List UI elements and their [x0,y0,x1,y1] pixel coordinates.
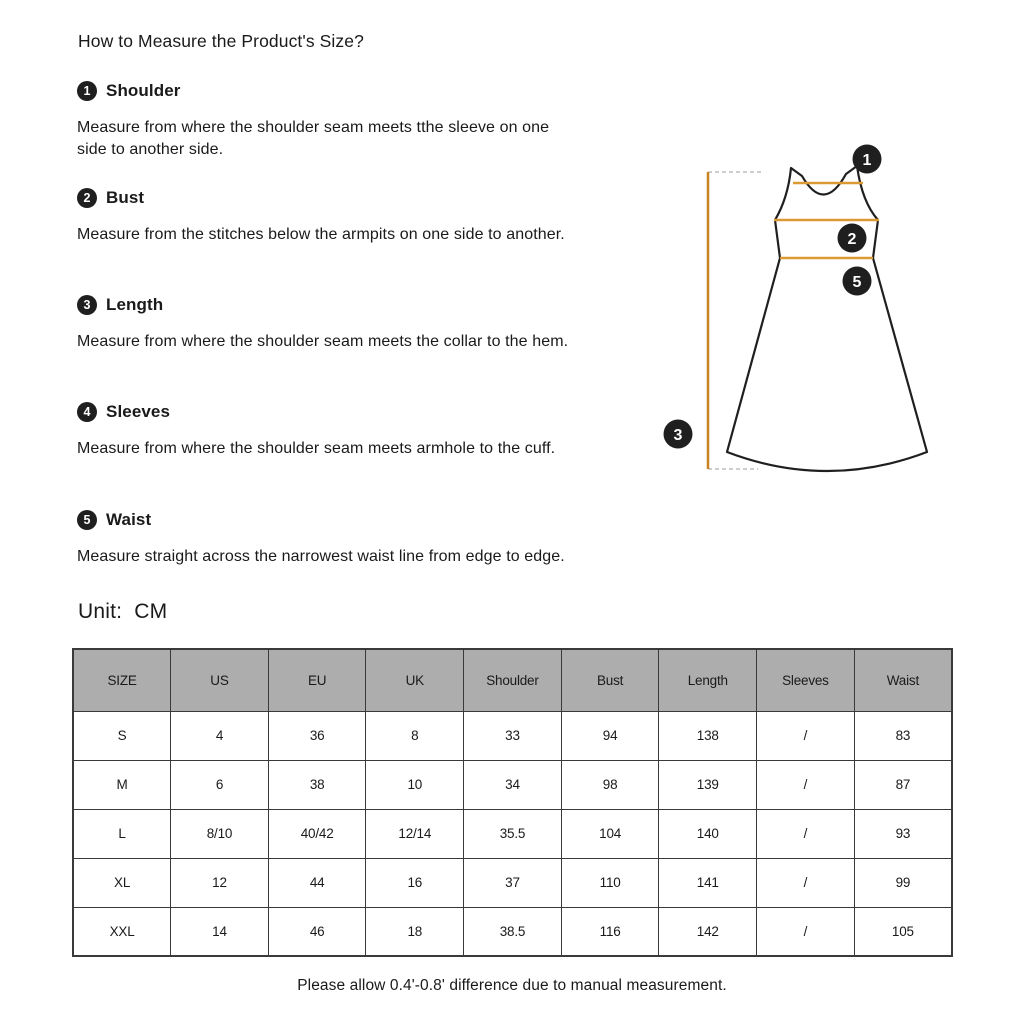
number-badge-3: 3 [77,295,97,315]
table-cell: 140 [659,809,757,858]
table-cell: 116 [561,907,659,956]
table-cell: 35.5 [464,809,562,858]
dress-measurement-diagram [640,130,960,490]
table-cell: 99 [854,858,952,907]
marker-number: 2 [847,231,857,248]
diagram-marker-1 [853,145,882,174]
table-row [73,711,952,760]
marker-number: 5 [852,274,862,291]
table-cell: / [757,760,855,809]
table-cell: 83 [854,711,952,760]
table-cell: 10 [366,760,464,809]
table-cell: 93 [854,809,952,858]
table-cell: 104 [561,809,659,858]
table-row [73,760,952,809]
column-header: SIZE [73,649,171,711]
table-cell: 12/14 [366,809,464,858]
size-chart-table [72,648,953,957]
table-cell: 33 [464,711,562,760]
table-cell: 6 [171,760,269,809]
instruction-section-bust [77,187,622,246]
table-cell: 36 [268,711,366,760]
diagram-marker-3 [664,420,693,449]
table-cell: / [757,711,855,760]
table-cell: / [757,858,855,907]
number-badge-1: 1 [77,81,97,101]
table-row [73,907,952,956]
table-cell: 38 [268,760,366,809]
table-cell: 37 [464,858,562,907]
table-cell: 12 [171,858,269,907]
table-cell: M [73,760,171,809]
table-cell: 87 [854,760,952,809]
instruction-label: Shoulder [106,81,181,100]
table-cell: 8 [366,711,464,760]
instruction-section-sleeves [77,401,622,460]
table-cell: / [757,907,855,956]
size-table-head [73,649,952,711]
column-header: UK [366,649,464,711]
column-header: Bust [561,649,659,711]
column-header: Length [659,649,757,711]
instruction-header [77,294,622,316]
table-cell: 142 [659,907,757,956]
table-cell: S [73,711,171,760]
instruction-header [77,509,622,531]
column-header: EU [268,649,366,711]
page-title: How to Measure the Product's Size? [78,31,364,51]
instruction-label: Sleeves [106,402,171,421]
measurement-disclaimer: Please allow 0.4'-0.8' difference due to manual measurement. [297,977,727,994]
diagram-marker-2 [838,224,867,253]
table-cell: 46 [268,907,366,956]
table-cell: 110 [561,858,659,907]
number-badge-2: 2 [77,188,97,208]
unit-label: Unit: CM [78,600,168,623]
table-cell: 94 [561,711,659,760]
column-header: Waist [854,649,952,711]
table-cell: 38.5 [464,907,562,956]
table-cell: XXL [73,907,171,956]
column-header: Shoulder [464,649,562,711]
instruction-description: Measure straight across the narrowest waist line from edge to edge. [77,548,565,565]
column-header: Sleeves [757,649,855,711]
instruction-description: Measure from where the shoulder seam meets the collar to the hem. [77,333,569,350]
instruction-section-length [77,294,622,353]
marker-number: 1 [862,152,872,169]
table-cell: 98 [561,760,659,809]
instruction-header [77,187,622,209]
instruction-description: Measure from the stitches below the armpits on one side to another. [77,226,565,243]
instruction-header [77,401,622,423]
size-table-body [73,711,952,956]
size-table-header-row [73,649,952,711]
table-cell: 18 [366,907,464,956]
instruction-description: Measure from where the shoulder seam meets armhole to the cuff. [77,440,556,457]
instruction-label: Length [106,295,164,314]
number-badge-4: 4 [77,402,97,422]
dress-outline [727,166,927,471]
table-cell: XL [73,858,171,907]
table-cell: / [757,809,855,858]
instruction-section-shoulder [77,80,622,161]
table-cell: 105 [854,907,952,956]
table-cell: 16 [366,858,464,907]
instruction-label: Waist [106,510,152,529]
table-cell: 139 [659,760,757,809]
table-row [73,809,952,858]
table-cell: 44 [268,858,366,907]
table-row [73,858,952,907]
instruction-section-waist [77,509,622,568]
marker-number: 3 [673,427,683,444]
table-cell: 138 [659,711,757,760]
table-cell: 141 [659,858,757,907]
table-cell: 8/10 [171,809,269,858]
instruction-description: Measure from where the shoulder seam meets tthe sleeve on one side to another side. [77,119,550,158]
table-cell: L [73,809,171,858]
column-header: US [171,649,269,711]
table-cell: 14 [171,907,269,956]
instruction-header [77,80,622,102]
table-cell: 34 [464,760,562,809]
number-badge-5: 5 [77,510,97,530]
table-cell: 40/42 [268,809,366,858]
instruction-label: Bust [106,188,145,207]
table-cell: 4 [171,711,269,760]
diagram-marker-5 [843,267,872,296]
